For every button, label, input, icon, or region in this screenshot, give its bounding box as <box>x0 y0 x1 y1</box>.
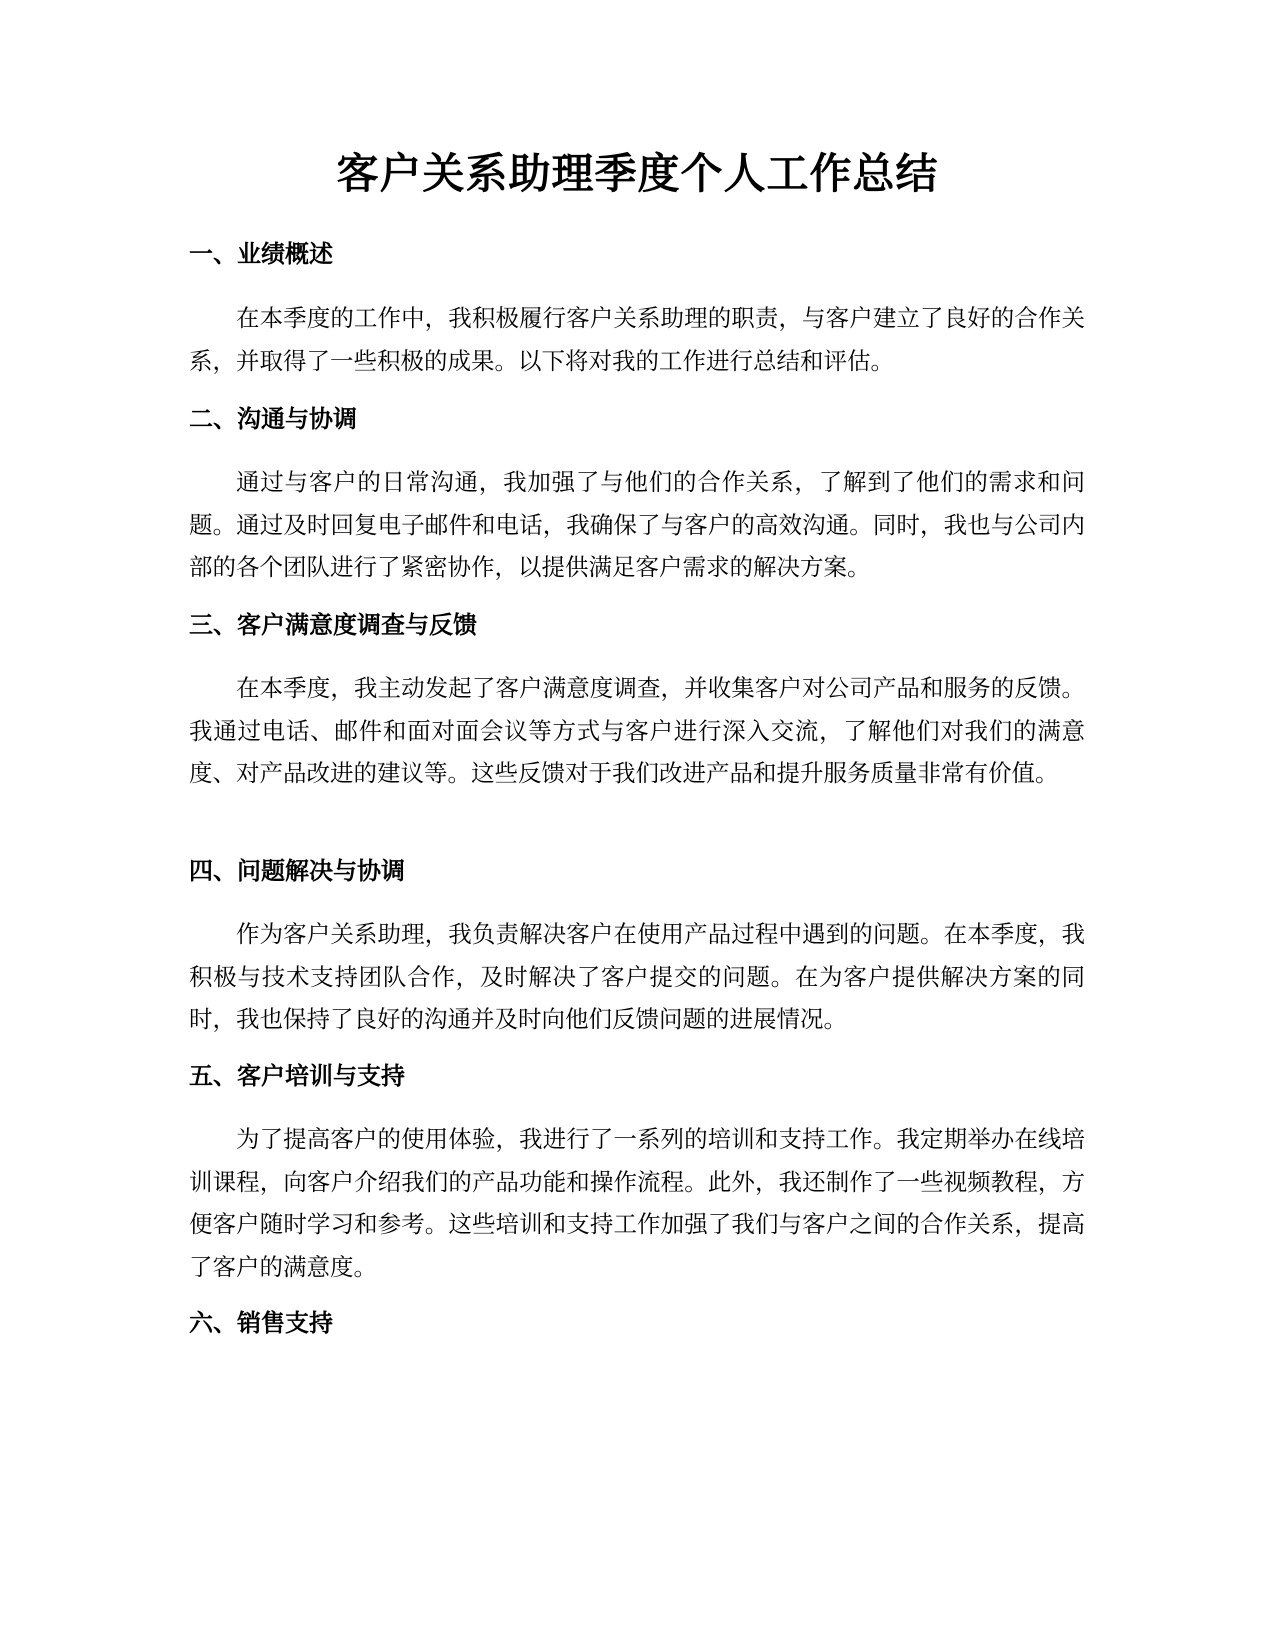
section-heading-problem-solving: 四、问题解决与协调 <box>189 857 405 885</box>
section-heading-communication: 二、沟通与协调 <box>189 405 357 433</box>
section-body-communication: 通过与客户的日常沟通，我加强了与他们的合作关系，了解到了他们的需求和问题。通过及时回复电子邮件和电话，我确保了与客户的高效沟通。同时，我也与公司内部的各个团队进行了紧密协作，以提供满足客户需求的解决方案。 <box>189 468 1085 581</box>
section-body-satisfaction: 在本季度，我主动发起了客户满意度调查，并收集客户对公司产品和服务的反馈。我通过电话、邮件和面对面会议等方式与客户进行深入交流，了解他们对我们的满意度、对产品改进的建议等。这些反馈对于我们改进产品和提升服务质量非常有价值。 <box>189 674 1085 787</box>
section-body-problem-solving: 作为客户关系助理，我负责解决客户在使用产品过程中遇到的问题。在本季度，我积极与技术支持团队合作，及时解决了客户提交的问题。在为客户提供解决方案的同时，我也保持了良好的沟通并及时向他们反馈问题的进展情况。 <box>189 920 1085 1033</box>
section-heading-performance: 一、业绩概述 <box>189 240 333 268</box>
section-heading-sales-support: 六、销售支持 <box>189 1309 333 1337</box>
section-heading-training: 五、客户培训与支持 <box>189 1062 405 1090</box>
document-title: 客户关系助理季度个人工作总结 <box>336 149 939 198</box>
section-body-training: 为了提高客户的使用体验，我进行了一系列的培训和支持工作。我定期举办在线培训课程，向客户介绍我们的产品功能和操作流程。此外，我还制作了一些视频教程，方便客户随时学习和参考。这些培训和支持工作加强了我们与客户之间的合作关系，提高了客户的满意度。 <box>189 1125 1085 1281</box>
section-heading-satisfaction: 三、客户满意度调查与反馈 <box>189 611 477 639</box>
section-body-performance: 在本季度的工作中，我积极履行客户关系助理的职责，与客户建立了良好的合作关系，并取得了一些积极的成果。以下将对我的工作进行总结和评估。 <box>189 304 1085 375</box>
